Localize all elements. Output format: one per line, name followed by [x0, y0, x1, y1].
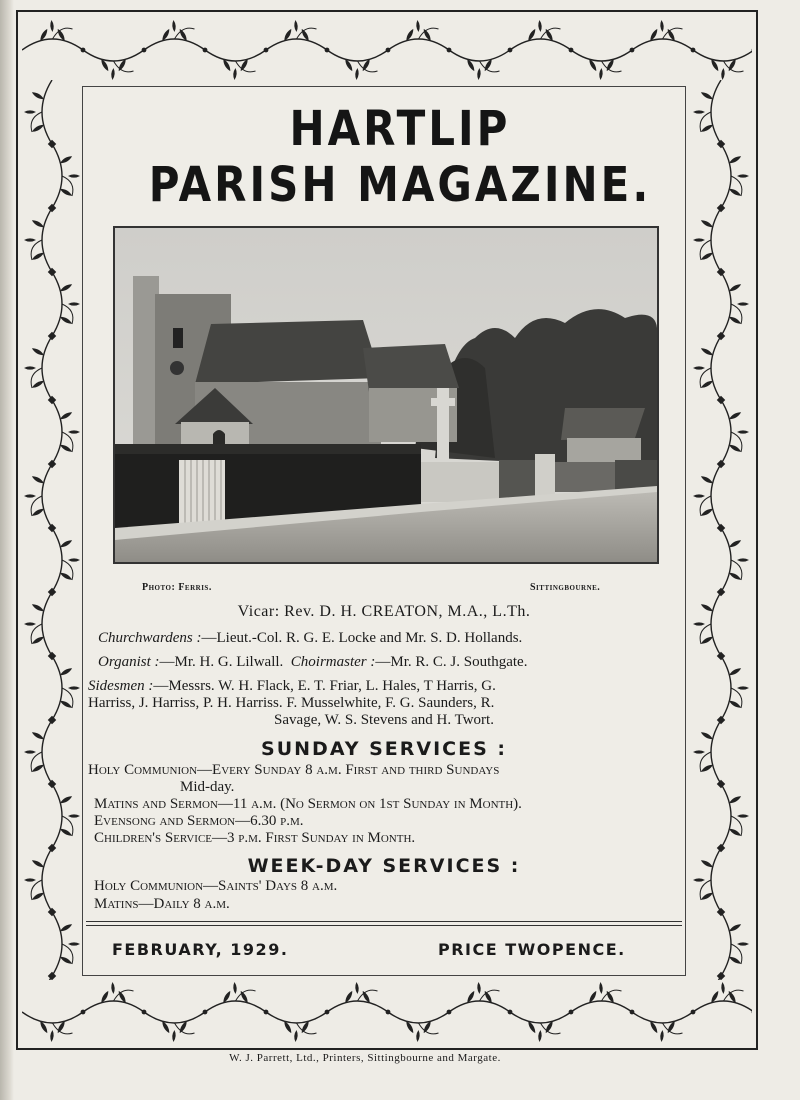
sunday-service-item: Holy Communion—Every Sunday 8 a.m. First and third Sundays: [88, 762, 500, 778]
organist-line: [98, 654, 527, 671]
issue-price: PRICE TWOPENCE.: [438, 940, 626, 959]
sidesmen-line-2: Harriss, J. Harriss, P. H. Harriss. F. Musselwhite, F. G. Saunders, R.: [88, 695, 495, 711]
choirmaster-name: —Mr. R. C. J. Southgate.: [375, 654, 528, 670]
magazine-title-line2: PARISH MAGAZINE.: [148, 156, 652, 213]
vicar-line: Vicar: Rev. D. H. CREATON, M.A., L.Th.: [237, 603, 531, 620]
magazine-title-line1: HARTLIP: [289, 100, 511, 157]
organist-label: Organist :: [98, 654, 160, 670]
sidesmen-line-3: Savage, W. S. Stevens and H. Twort.: [274, 712, 494, 728]
vine-border-left: [20, 80, 84, 980]
churchwardens-line: [98, 630, 522, 647]
sidesmen-names-1: —Messrs. W. H. Flack, E. T. Friar, L. Hales, T Harris, G.: [153, 678, 496, 694]
church-photograph: [113, 226, 659, 564]
organist-name: —Mr. H. G. Lilwall.: [159, 654, 284, 670]
sunday-service-item: Children's Service—3 p.m. First Sunday in Month.: [94, 830, 416, 846]
vine-border-right: [688, 80, 754, 980]
footer-divider-top: [86, 921, 682, 922]
sidesmen-line-1: [88, 678, 496, 695]
issue-date: FEBRUARY, 1929.: [112, 940, 289, 959]
churchwardens-label: Churchwardens :: [98, 630, 202, 646]
sidesmen-label: Sidesmen :: [88, 678, 154, 694]
footer-divider-top-2: [86, 925, 682, 926]
weekday-service-item: Holy Communion—Saints' Days 8 a.m.: [94, 878, 338, 894]
printer-imprint: W. J. Parrett, Ltd., Printers, Sittingbourne and Margate.: [229, 1052, 501, 1064]
vine-border-top: [22, 14, 752, 86]
vine-border-bottom: [22, 978, 752, 1046]
sunday-service-item: Mid-day.: [180, 779, 235, 795]
sunday-service-item: Evensong and Sermon—6.30 p.m.: [94, 813, 304, 829]
sunday-service-item: Matins and Sermon—11 a.m. (No Sermon on 1st Sunday in Month).: [94, 796, 522, 812]
weekday-service-item: Matins—Daily 8 a.m.: [94, 896, 230, 912]
weekday-services-heading: WEEK-DAY SERVICES :: [247, 855, 521, 877]
churchwardens-names: —Lieut.-Col. R. G. E. Locke and Mr. S. D. Hollands.: [201, 630, 523, 646]
photo-credit-left: Photo: Ferris.: [142, 582, 212, 593]
sunday-services-heading: SUNDAY SERVICES :: [261, 738, 507, 760]
photo-credit-right: Sittingbourne.: [530, 582, 601, 593]
choirmaster-label: Choirmaster :: [290, 654, 376, 670]
